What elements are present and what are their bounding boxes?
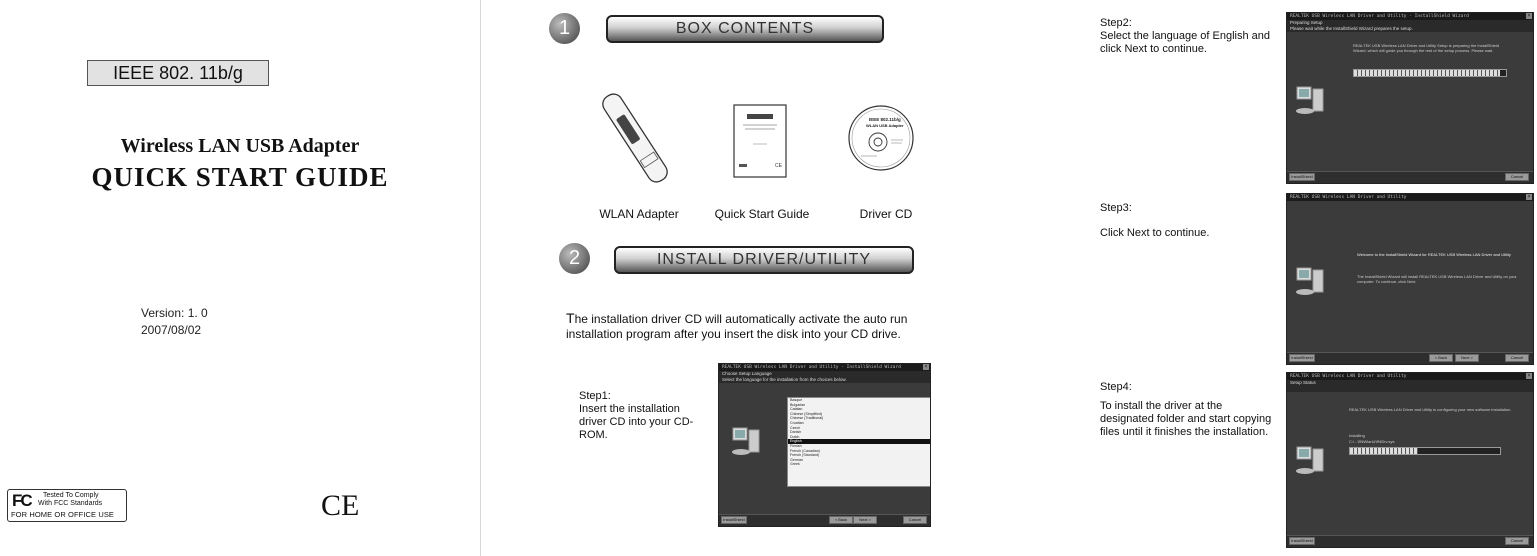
language-option[interactable]: French (Canadian) xyxy=(790,448,820,453)
welcome-body-text: The InstallShield Wizard will install REALTEK USB Wireless LAN Driver and Utility on your computer. To continue, click Next. xyxy=(1357,274,1517,284)
back-button[interactable]: < Back xyxy=(1429,354,1453,362)
section1-title: BOX CONTENTS xyxy=(606,15,884,43)
item-quick-start-guide: Quick Start Guide xyxy=(714,207,810,221)
computer-icon xyxy=(731,426,761,458)
prep-window-title: REALTEK USB Wireless LAN Driver and Utility - InstallShield Wizard xyxy=(1287,13,1533,20)
status-file-path: C:\...\RtlWlanU\RtlDrv.sys xyxy=(1349,439,1395,444)
prep-header xyxy=(1287,20,1533,32)
section1-number: 1 xyxy=(549,13,580,44)
step4-text: To install the driver at the designated folder and start copying files until it finishes the installation. xyxy=(1100,400,1272,438)
language-option[interactable]: Chinese (Traditional) xyxy=(790,416,824,421)
installshield-label: InstallShield xyxy=(1289,354,1315,362)
close-icon: × xyxy=(1527,13,1531,19)
setup-status-screenshot xyxy=(1286,372,1534,548)
step1-text: Insert the installation driver CD into your CD- ROM. xyxy=(579,403,694,441)
step4-title: Step4: xyxy=(1100,381,1132,393)
close-icon: × xyxy=(924,364,928,370)
driver-cd-icon xyxy=(847,104,915,172)
cancel-button[interactable]: Cancel xyxy=(903,516,927,524)
lang-header-title: Choose Setup Language xyxy=(722,371,772,376)
close-icon: × xyxy=(1527,194,1531,200)
product-subtitle: Wireless LAN USB Adapter xyxy=(120,135,360,157)
prep-header-sub: Please wait while the InstallShield Wizard prepares the setup. xyxy=(1290,26,1413,31)
guide-title: QUICK START GUIDE xyxy=(91,162,389,192)
section2-number: 2 xyxy=(559,243,590,274)
language-option[interactable]: Danish xyxy=(790,430,802,435)
language-setup-screenshot xyxy=(718,363,931,527)
prep-progress-bar xyxy=(1353,69,1507,77)
section2-title: INSTALL DRIVER/UTILITY xyxy=(614,246,914,274)
language-option[interactable]: Greek xyxy=(790,462,800,467)
prep-footer xyxy=(1287,171,1533,183)
language-option[interactable]: French (Standard) xyxy=(790,453,820,458)
welcome-footer xyxy=(1287,352,1533,364)
status-window-title: REALTEK USB Wireless LAN Driver and Utility xyxy=(1287,373,1533,380)
steps-page xyxy=(1021,0,1537,556)
lang-header-sub: Select the language for the installation from the choices below. xyxy=(722,377,847,382)
item-driver-cd: Driver CD xyxy=(859,207,913,221)
status-progress-bar xyxy=(1349,447,1501,455)
cancel-button[interactable]: Cancel xyxy=(1505,537,1529,545)
lang-footer xyxy=(719,514,930,526)
preparing-setup-screenshot xyxy=(1286,12,1534,184)
language-option[interactable]: Basque xyxy=(790,398,803,402)
installshield-label: InstallShield xyxy=(1289,173,1315,181)
status-progress-fill xyxy=(1350,448,1418,454)
version-text: Version: 1. 0 xyxy=(141,306,208,320)
installshield-label: InstallShield xyxy=(1289,537,1315,545)
cancel-button[interactable]: Cancel xyxy=(1505,354,1529,362)
language-option-selected[interactable]: English xyxy=(788,439,930,444)
standard-label: IEEE 802. 11b/g xyxy=(87,60,269,86)
language-option[interactable]: Bulgarian xyxy=(790,402,806,407)
fcc-line1: Tested To Comply xyxy=(43,492,99,499)
lang-header xyxy=(719,371,930,383)
intro-rest: he installation driver CD will automatically activate the auto run installation program after you insert the disk into your CD drive. xyxy=(566,312,908,341)
language-option[interactable]: Czech xyxy=(790,425,801,430)
step3-block xyxy=(1100,202,1270,240)
version-date: 2007/08/02 xyxy=(141,323,202,337)
step2-title: Step2: xyxy=(1100,17,1132,29)
install-intro-text xyxy=(566,311,946,342)
step1-title: Step1: xyxy=(579,390,611,402)
prep-progress-fill xyxy=(1354,70,1500,76)
step3-title: Step3: xyxy=(1100,202,1132,214)
lang-window-title: REALTEK USB Wireless LAN Driver and Utility - InstallShield Wizard xyxy=(719,364,930,371)
language-list[interactable] xyxy=(787,397,931,487)
prep-header-title: Preparing Setup xyxy=(1290,20,1323,25)
next-button[interactable]: Next > xyxy=(853,516,877,524)
back-button[interactable]: < Back xyxy=(829,516,853,524)
ce-mark-icon: CE xyxy=(321,489,360,522)
language-option[interactable]: Catalan xyxy=(790,407,803,412)
welcome-screenshot xyxy=(1286,193,1534,365)
language-option[interactable]: Chinese (Simplified) xyxy=(790,411,823,416)
contents-page xyxy=(481,0,1021,556)
welcome-body-heading: Welcome to the InstallShield Wizard for REALTEK USB Wireless LAN Driver and Utility xyxy=(1357,252,1511,257)
fcc-badge xyxy=(7,489,127,522)
welcome-window-title: REALTEK USB Wireless LAN Driver and Utility xyxy=(1287,194,1533,201)
language-option[interactable]: Finnish xyxy=(790,443,802,448)
fcc-line3: FOR HOME OR OFFICE USE xyxy=(11,510,115,519)
usb-adapter-icon xyxy=(593,90,683,190)
version-block xyxy=(141,305,208,339)
language-option[interactable]: Croatian xyxy=(790,420,804,425)
status-installing-label: Installing xyxy=(1349,433,1365,438)
language-option[interactable]: Dutch xyxy=(790,434,800,439)
installshield-label: InstallShield xyxy=(721,516,747,524)
status-header xyxy=(1287,380,1533,392)
computer-icon xyxy=(1295,445,1325,477)
status-header-title: Setup Status xyxy=(1290,380,1316,385)
item-wlan-adapter: WLAN Adapter xyxy=(599,207,679,221)
prep-body-text: REALTEK USB Wireless LAN Driver and Utility Setup is preparing the InstallShield Wizard, which will guide you through the rest of the setup process. Please wait. xyxy=(1353,43,1499,53)
language-option[interactable]: German xyxy=(790,457,803,462)
computer-icon xyxy=(1295,85,1325,117)
close-icon: × xyxy=(1527,373,1531,379)
status-footer xyxy=(1287,535,1533,547)
cd-label-line1: IEEE 802.11b/g xyxy=(869,117,901,122)
guide-booklet-icon xyxy=(733,104,787,178)
fcc-line2: With FCC Standards xyxy=(38,500,103,507)
computer-icon xyxy=(1295,266,1325,298)
step3-text: Click Next to continue. xyxy=(1100,227,1210,239)
step2-block xyxy=(1100,17,1280,56)
intro-first-letter: T xyxy=(566,310,575,326)
step4-block xyxy=(1100,381,1275,439)
step2-text: Select the language of English and click Next to continue. xyxy=(1100,30,1271,55)
next-button[interactable]: Next > xyxy=(1455,354,1479,362)
svg-text:CE: CE xyxy=(775,163,782,169)
cover-page xyxy=(0,0,481,556)
fcc-logo-icon: FC xyxy=(12,491,31,510)
status-body-text: REALTEK USB Wireless LAN Driver and Utility is configuring your new software installation. xyxy=(1349,407,1512,412)
cancel-button[interactable]: Cancel xyxy=(1505,173,1529,181)
step1-block xyxy=(579,390,699,442)
cd-label-line2: WLAN USB Adapter xyxy=(866,123,904,128)
